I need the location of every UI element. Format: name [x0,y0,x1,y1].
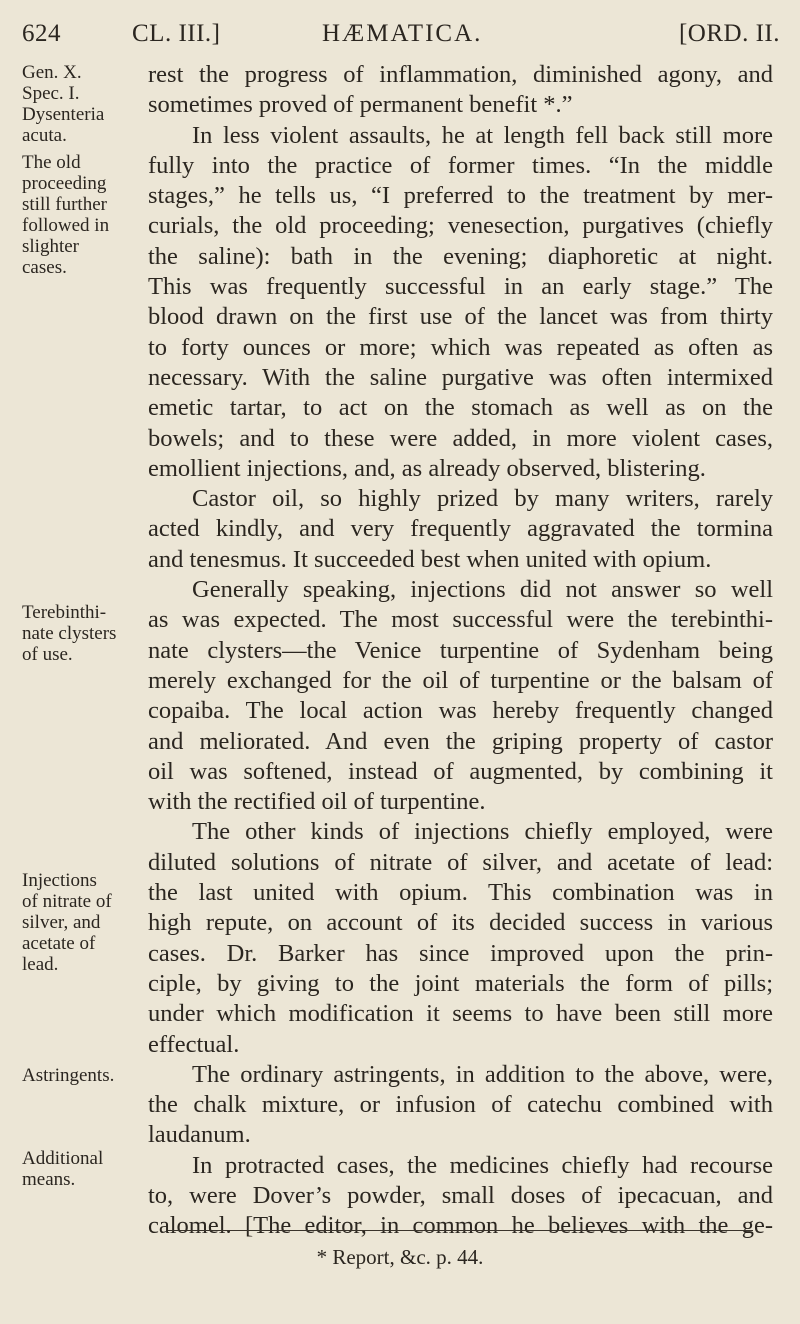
body-line: nate clysters—the Venice turpentine of Sydenham being [148,636,773,664]
body-line: Castor oil, so highly prized by many writers, rarely [192,485,773,513]
body-line: copaiba. The local action was hereby frequently changed [148,697,773,725]
body-line: This was frequently successful in an early stage.” The [148,273,773,301]
margin-line: nate clysters [22,623,117,644]
page-number: 624 [22,20,61,47]
margin-line: The old [22,152,81,173]
body-line: as was expected. The most successful were the terebinthi- [148,606,773,634]
body-line: the chalk mixture, or infusion of catechu combined with [148,1091,773,1119]
body-line: high repute, on account of its decided success in various [148,909,773,937]
body-line: blood drawn on the first use of the lancet was from thirty [148,303,773,331]
margin-line: acetate of [22,933,96,954]
body-line: to forty ounces or more; which was repeated as often as [148,333,773,361]
margin-line: Terebinthi- [22,602,107,623]
margin-note-old-proceeding [22,152,132,278]
chapter-label: CL. III.] [132,20,221,47]
body-line: oil was softened, instead of augmented, by combining it [148,757,773,785]
body-line: to, were Dover’s powder, small doses of ipecacuan, and [148,1181,773,1209]
body-line: effectual. [148,1030,240,1058]
body-line: curials, the old proceeding; venesection, purgatives (chiefly [148,212,773,240]
body-line: stages,” he tells us, “I preferred to the treatment by mer- [148,182,773,210]
margin-note-injections [22,870,132,975]
margin-line: means. [22,1169,76,1190]
margin-line: proceeding [22,173,107,194]
body-line: the saline): bath in the evening; diaphoretic at night. [148,242,773,270]
body-line: acted kindly, and very frequently aggravated the tormina [148,515,773,543]
body-line: diluted solutions of nitrate of silver, and acetate of lead: [148,848,773,876]
footnote: * Report, &c. p. 44. [316,1245,484,1269]
margin-line: Additional [22,1148,104,1169]
body-line: In less violent assaults, he at length fell back still more [192,121,773,149]
margin-line: Gen. X. [22,62,82,83]
body-line: and tenesmus. It succeeded best when united with opium. [148,545,712,573]
margin-line: still further [22,194,107,215]
margin-line: Spec. I. [22,83,80,104]
body-line: fully into the practice of former times. “In the middle [148,151,773,179]
body-line: with the rectified oil of turpentine. [148,788,486,816]
body-line: laudanum. [148,1121,251,1149]
order-label: [ORD. II. [678,20,780,47]
running-title: HÆMATICA. [322,20,483,47]
margin-line: acuta. [22,125,67,146]
margin-line: of nitrate of [22,891,112,912]
body-text [148,60,773,1242]
body-line: merely exchanged for the oil of turpentine or the balsam of [148,666,773,694]
body-line: In protracted cases, the medicines chiefly had recourse [192,1151,773,1179]
body-line: the last united with opium. This combination was in [148,879,773,907]
margin-line: Dysenteria [22,104,105,125]
body-line: ciple, by giving to the joint materials the form of pills; [148,969,773,997]
margin-line: of use. [22,644,73,665]
body-line: sometimes proved of permanent benefit *.” [148,91,573,119]
margin-line: cases. [22,257,67,278]
body-line: bowels; and to these were added, in more violent cases, [148,424,773,452]
footnote-rule [168,1230,753,1231]
margin-note-genus [22,62,132,146]
body-line: The ordinary astringents, in addition to the above, were, [192,1060,773,1088]
body-line: necessary. With the saline purgative was often intermixed [148,363,773,391]
body-line: Generally speaking, injections did not answer so well [192,576,773,604]
body-line: rest the progress of inflammation, diminished agony, and [148,61,773,88]
margin-line: Astringents. [22,1065,115,1086]
margin-note-additional-means [22,1148,132,1190]
margin-line: silver, and [22,912,101,933]
margin-note-astringents [22,1065,132,1086]
body-line: and meliorated. And even the griping property of castor [148,727,773,755]
margin-line: lead. [22,954,59,975]
body-line: The other kinds of injections chiefly employed, were [192,818,773,846]
margin-line: slighter [22,236,79,257]
body-line: under which modification it seems to have been still more [148,1000,773,1028]
body-line: emollient injections, and, as already observed, blistering. [148,454,706,482]
body-line: emetic tartar, to act on the stomach as well as on the [148,394,773,422]
margin-note-terebinthinate [22,602,132,665]
body-line: calomel. [The editor, in common he believes with the ge- [148,1212,773,1240]
margin-line: Injections [22,870,97,891]
body-line: cases. Dr. Barker has since improved upon the prin- [148,939,773,967]
margin-line: followed in [22,215,110,236]
running-header [22,20,780,54]
